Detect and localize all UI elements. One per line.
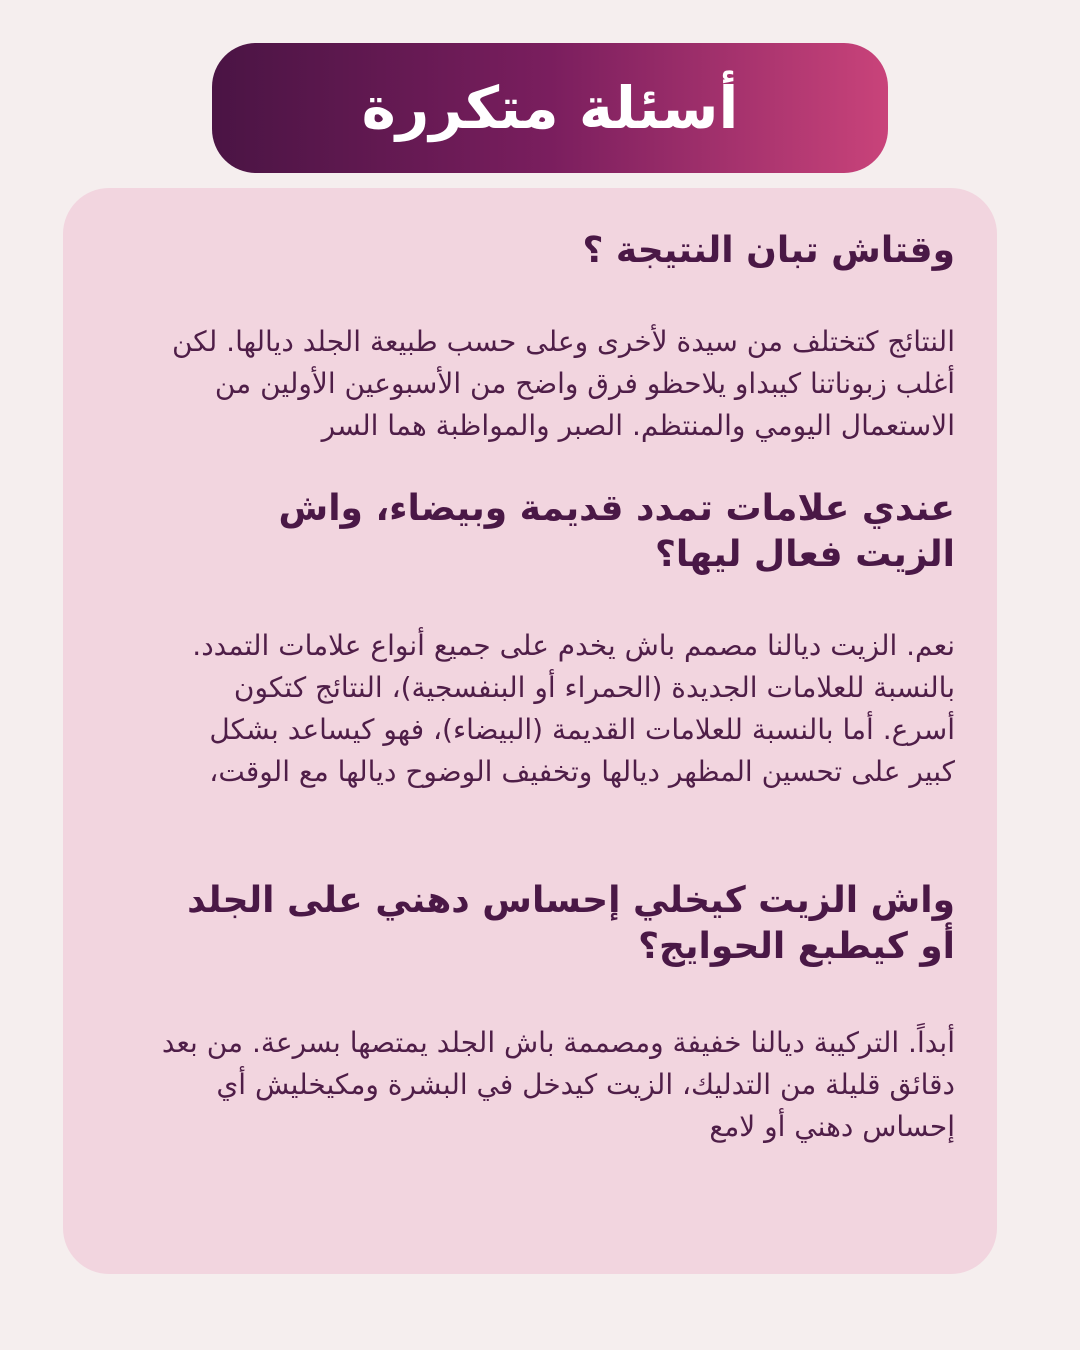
faq-question-2: عندي علامات تمدد قديمة وبيضاء، واش الزيت فعال ليها؟ [278, 488, 955, 575]
faq-answer-1: النتائج كتختلف من سيدة لأخرى وعلى حسب طبيعة الجلد ديالها. لكن أغلب زبوناتنا كيبداو يلاحظو فرق واضح من الأسبوعين الأولين من الاستعمال اليومي والمنتظم. الصبر والمواظبة هما السر [171, 325, 955, 442]
faq-answer-2: نعم. الزيت ديالنا مصمم باش يخدم على جميع أنواع علامات التمدد. بالنسبة للعلامات الجديدة (الحمراء أو البنفسجية)، النتائج كتكون أسرع. أما بالنسبة للعلامات القديمة (البيضاء)، فهو كيساعد بشكل كبير على تحسين المظهر ديالها وتخفيف الوضوح ديالها مع الوقت، [192, 629, 955, 788]
faq-question-3: واش الزيت كيخلي إحساس دهني على الجلد أو كيطبع الحوايج؟ [187, 880, 955, 967]
faq-answer-3: أبداً. التركيبة ديالنا خفيفة ومصممة باش الجلد يمتصها بسرعة. من بعد دقائق قليلة من التدليك، الزيت كيدخل في البشرة ومكيخليش أي إحساس دهني أو لامع [161, 1026, 955, 1143]
page-header-banner [212, 43, 888, 173]
faq-question-1: وقتاش تبان النتيجة ؟ [582, 230, 955, 271]
page-title: أسئلة متكررة [361, 74, 739, 142]
